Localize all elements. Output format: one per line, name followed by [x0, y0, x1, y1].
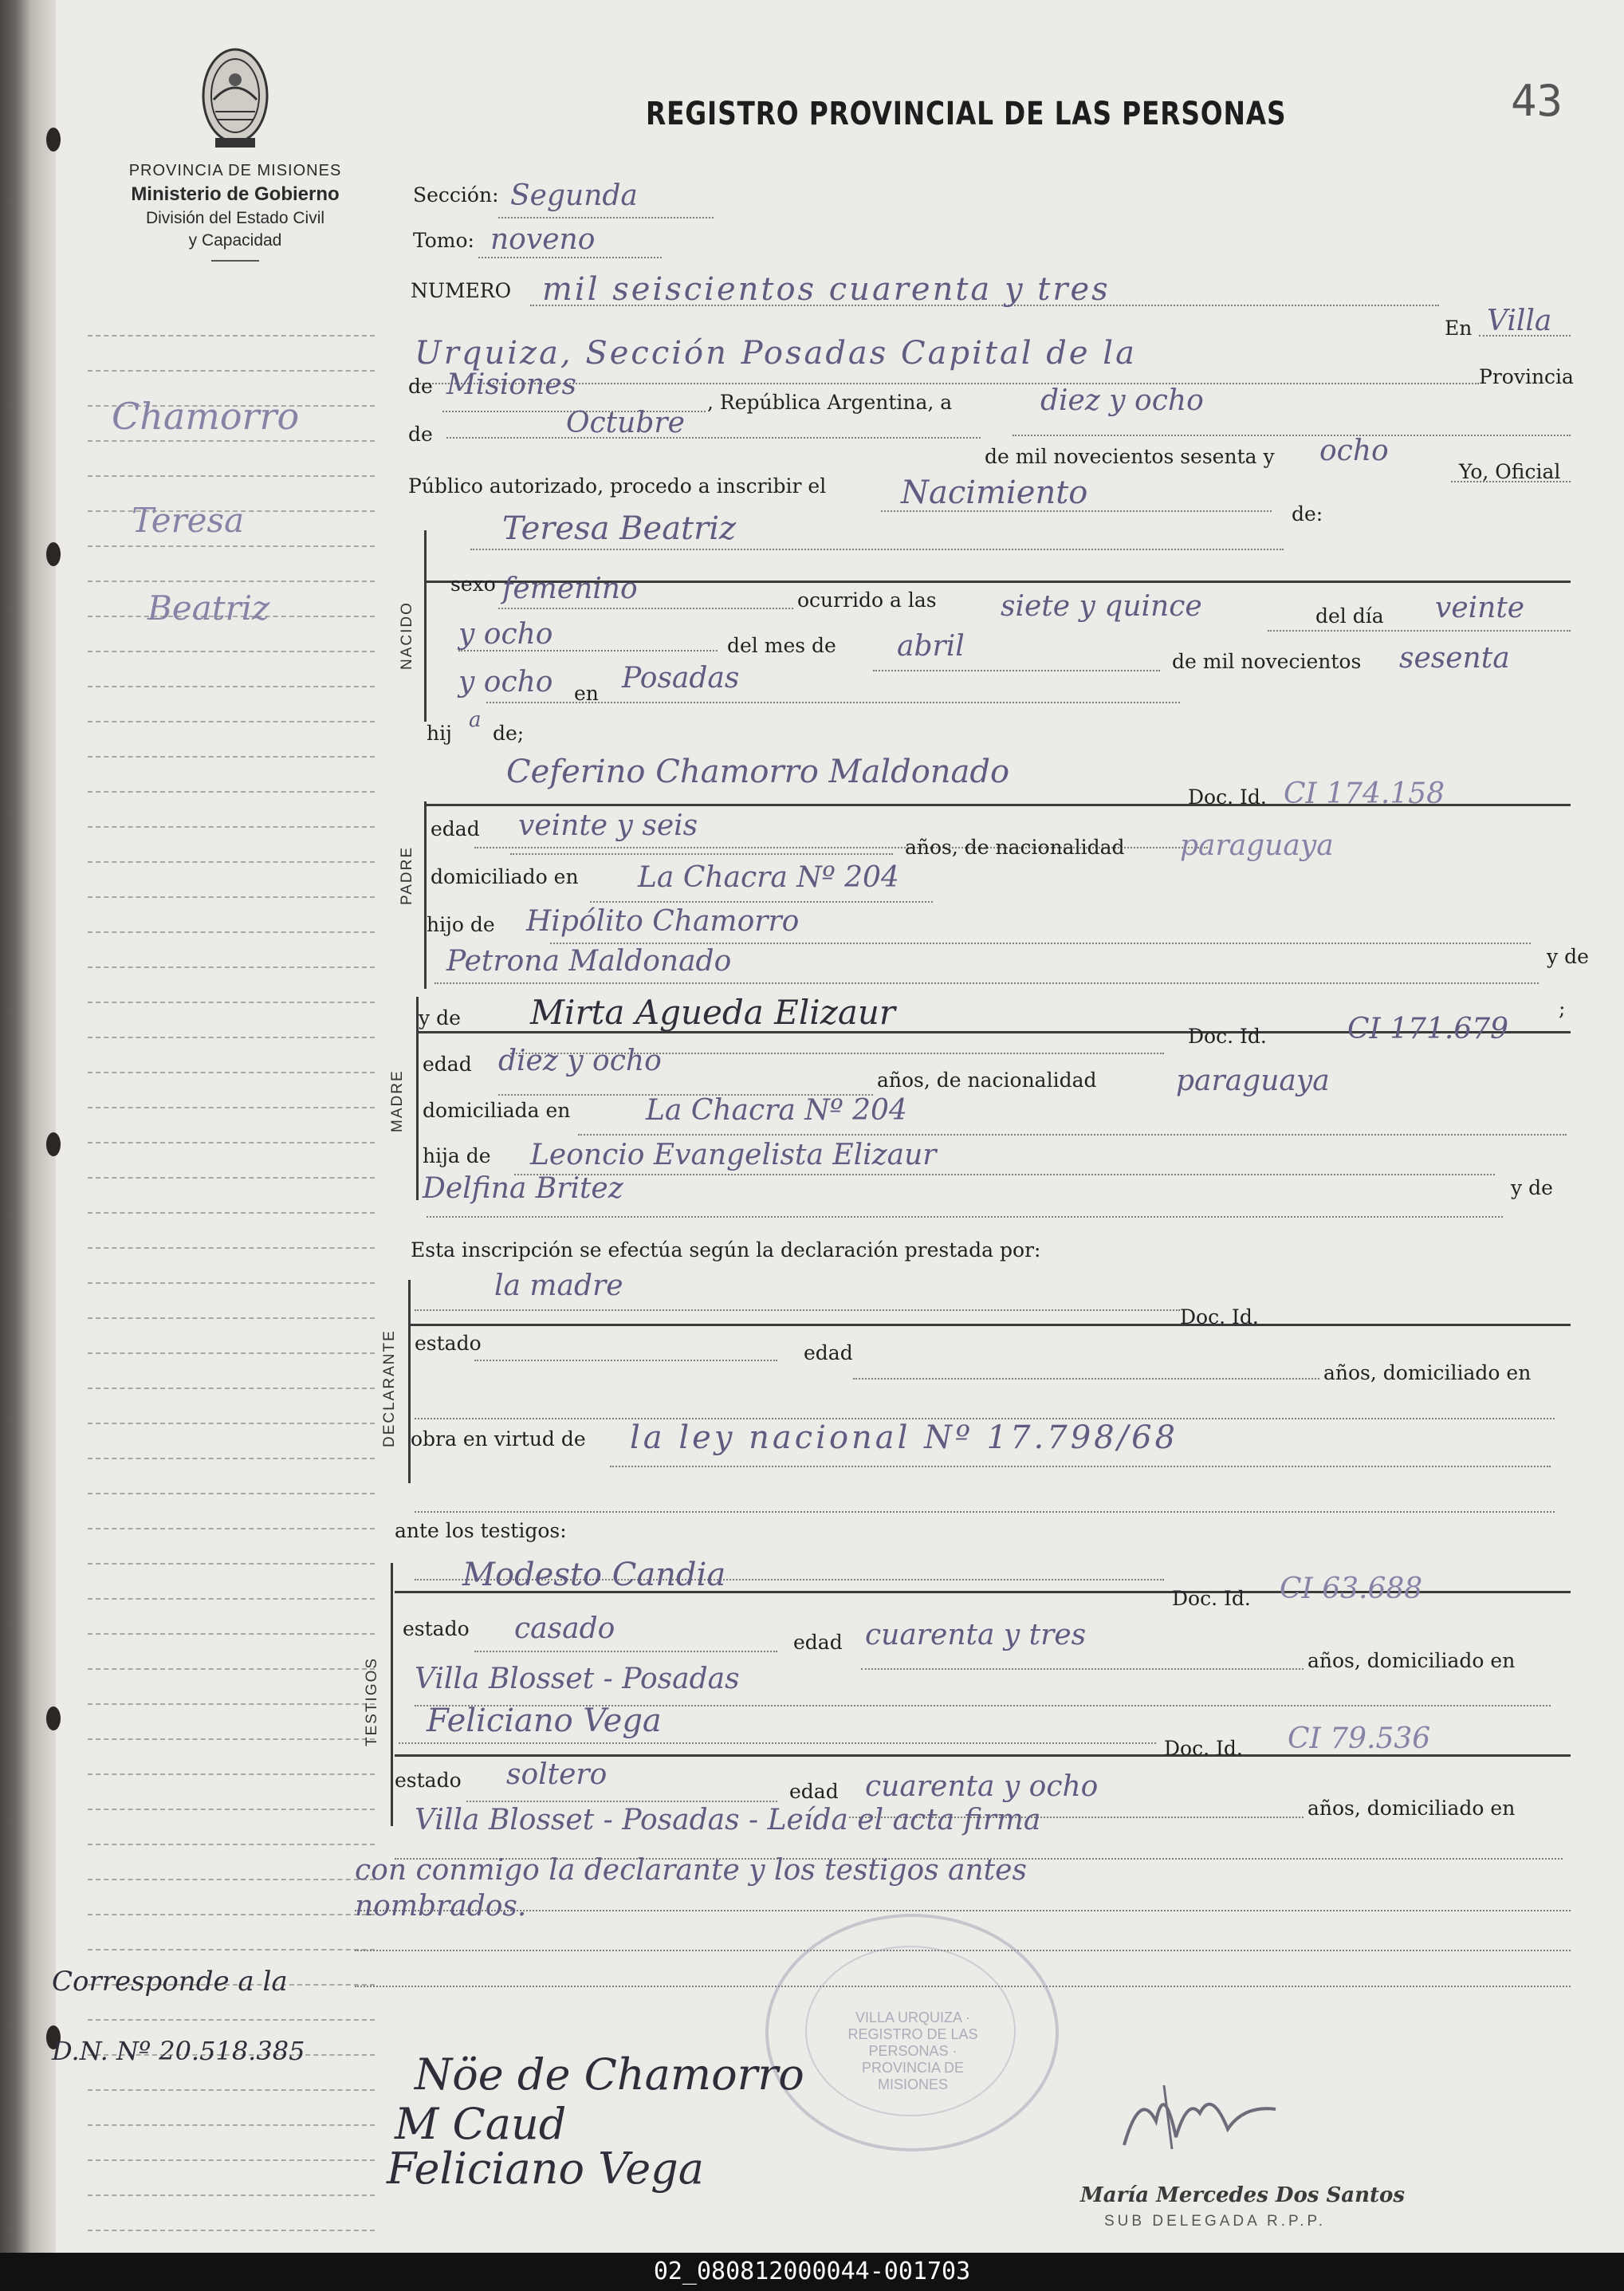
margin-rule-line — [88, 1738, 375, 1740]
label-edad-madre: edad — [423, 1053, 472, 1076]
label-estado-declarante: estado — [415, 1332, 482, 1355]
entry-padre-hijo-de-1: Hipólito Chamorro — [526, 905, 800, 938]
entry-testigo-2-edad: cuarenta y ocho — [865, 1770, 1099, 1803]
padre-bracket — [424, 801, 427, 989]
entry-tipo: Nacimiento — [901, 474, 1088, 511]
fill-line — [446, 437, 981, 439]
label-seccion: Sección: — [413, 183, 499, 207]
entry-testigo-2-doc: CI 79.536 — [1288, 1722, 1431, 1755]
margin-rule-line — [88, 1458, 375, 1459]
binding-hole — [46, 1706, 61, 1730]
fill-line — [399, 1742, 1156, 1744]
label-domiciliado-declarante: años, domiciliado en — [1323, 1361, 1532, 1384]
entry-testigo-2-domicilio-2: con conmigo la declarante y los testigos antes — [355, 1854, 1027, 1887]
document-title: REGISTRO PROVINCIAL DE LAS PERSONAS — [646, 96, 1287, 132]
margin-rule-line — [88, 861, 375, 863]
heading-divider — [211, 260, 259, 262]
entry-hora: siete y quince — [1001, 590, 1202, 623]
margin-rule-line — [88, 1177, 375, 1179]
label-obra: obra en virtud de — [411, 1427, 586, 1451]
label-de-semicolon: de; — [493, 722, 525, 745]
label-ante-testigos: ante los testigos: — [395, 1519, 567, 1542]
declarante-bracket — [408, 1280, 411, 1483]
entry-dia-2: y ocho — [458, 618, 553, 651]
margin-rule-line — [88, 1317, 375, 1319]
fill-line — [478, 257, 662, 258]
fill-line — [873, 670, 1160, 671]
label-republica: , República Argentina, a — [707, 391, 953, 414]
entry-provincia: Misiones — [446, 368, 577, 401]
fill-line — [578, 1134, 1567, 1136]
label-tomo: Tomo: — [413, 229, 474, 252]
label-doc-id-declarante: Doc. Id. — [1180, 1305, 1259, 1329]
label-de-colon: de: — [1292, 502, 1323, 526]
label-hija-de: hija de — [423, 1144, 491, 1167]
margin-rule-line — [88, 1528, 375, 1529]
margin-given-name-2: Beatriz — [147, 588, 270, 628]
label-doc-id-madre: Doc. Id. — [1188, 1025, 1267, 1048]
label-estado-testigo-2: estado — [395, 1769, 462, 1792]
margin-rule-line — [88, 896, 375, 898]
margin-rule-line — [88, 2195, 375, 2196]
fill-line — [435, 982, 1539, 984]
margin-rule-line — [88, 370, 375, 372]
fill-line — [355, 1910, 1571, 1911]
fill-line — [474, 1360, 777, 1361]
label-yo-oficial: Yo, Oficial — [1459, 460, 1561, 483]
entry-sexo: femenino — [502, 573, 638, 605]
label-de-provincia: de — [408, 375, 433, 398]
margin-rule-line — [88, 1914, 375, 1915]
label-provincia: Provincia — [1479, 365, 1574, 388]
label-doc-id-testigo-2: Doc. Id. — [1164, 1737, 1243, 1760]
entry-madre-edad: diez y ocho — [498, 1045, 662, 1077]
margin-rule-line — [88, 1563, 375, 1565]
label-sexo: sexo — [450, 573, 496, 596]
fill-line — [427, 1216, 1503, 1218]
entry-mes: abril — [897, 630, 965, 663]
page-binding — [0, 0, 56, 2253]
signature-declarante: Nöe de Chamorro — [415, 2049, 804, 2100]
officer-title: SUB DELEGADA R.P.P. — [1104, 2213, 1327, 2230]
folio-number: 43 — [1511, 76, 1563, 126]
label-edad-testigo-2: edad — [789, 1780, 839, 1803]
division-line-2: y Capacidad — [188, 231, 282, 250]
label-en: En — [1445, 317, 1473, 340]
margin-note-2: D.N. Nº 20.518.385 — [52, 2036, 305, 2066]
label-declaracion: Esta inscripción se efectúa según la declaración prestada por: — [411, 1238, 1041, 1262]
entry-madre-nacionalidad: paraguaya — [1176, 1065, 1330, 1097]
entry-declarante: la madre — [494, 1269, 623, 1302]
margin-rule-line — [88, 1773, 375, 1775]
fill-line — [474, 1651, 777, 1652]
fill-line — [1268, 630, 1571, 632]
entry-testigo-1-estado: casado — [514, 1612, 615, 1645]
nacido-bracket — [424, 530, 427, 722]
entry-madre-hija-de-2: Delfina Britez — [423, 1172, 623, 1205]
fill-line — [498, 608, 793, 609]
entry-testigo-1-edad: cuarenta y tres — [865, 1619, 1087, 1651]
entry-seccion: Segunda — [510, 179, 638, 212]
entry-padre-domicilio: La Chacra Nº 204 — [638, 861, 899, 894]
margin-rule-line — [88, 335, 375, 337]
label-mil-novecientos: de mil novecientos sesenta y — [985, 445, 1275, 468]
fill-line — [861, 1668, 1304, 1670]
fill-line — [510, 853, 893, 855]
margin-rule-line — [88, 1844, 375, 1845]
entry-madre-domicilio: La Chacra Nº 204 — [646, 1094, 907, 1127]
label-y-de-padre: y de — [1547, 945, 1589, 968]
signature-testigo-1: M Caud — [395, 2099, 567, 2149]
ministry-name: Ministerio de Gobierno — [131, 183, 340, 205]
margin-note-1: Corresponde a la — [52, 1966, 288, 1998]
margin-rule-line — [88, 2089, 375, 2091]
officer-name: María Mercedes Dos Santos — [1080, 2183, 1405, 2207]
entry-padre-doc: CI 174.158 — [1284, 777, 1445, 810]
margin-rule-line — [88, 2159, 375, 2161]
entry-testigo-2-nombre: Feliciano Vega — [427, 1703, 662, 1739]
fill-line — [466, 1801, 777, 1802]
entry-obra: la ley nacional Nº 17.798/68 — [630, 1419, 1178, 1456]
label-edad-testigo-1: edad — [793, 1631, 843, 1654]
margin-rule-line — [88, 1703, 375, 1705]
hij-suffix: a — [469, 708, 482, 732]
binding-hole — [46, 542, 61, 566]
entry-tomo: noveno — [490, 223, 596, 256]
margin-rule-line — [88, 440, 375, 442]
margin-rule-line — [88, 1072, 375, 1073]
entry-testigo-1-nombre: Modesto Candia — [462, 1557, 726, 1593]
margin-rule-line — [88, 1879, 375, 1880]
margin-rule-line — [88, 1107, 375, 1108]
margin-rule-line — [88, 1423, 375, 1424]
division-line-1: División del Estado Civil — [145, 209, 325, 227]
label-numero: NUMERO — [411, 279, 512, 302]
margin-rule-line — [88, 1668, 375, 1670]
label-edad-padre: edad — [431, 817, 480, 840]
margin-rule-line — [88, 475, 375, 477]
margin-rule-line — [88, 2019, 375, 2021]
margin-rule-line — [88, 1598, 375, 1600]
label-de-mes: de — [408, 423, 433, 446]
label-y-de-madre: y de — [419, 1006, 461, 1029]
label-doc-id-testigo-1: Doc. Id. — [1172, 1587, 1251, 1610]
entry-madre-doc: CI 171.679 — [1347, 1013, 1509, 1045]
margin-surname: Chamorro — [112, 395, 300, 438]
label-y-de-madre-2: y de — [1511, 1176, 1553, 1199]
entry-en-1: Villa — [1487, 305, 1552, 337]
entry-dia-1: veinte — [1435, 592, 1525, 624]
margin-rule-line — [88, 686, 375, 687]
label-de-mil-novecientos: de mil novecientos — [1172, 650, 1362, 673]
label-nacionalidad-madre: años, de nacionalidad — [877, 1069, 1097, 1092]
margin-rule-line — [88, 1949, 375, 1950]
label-del-dia: del día — [1315, 604, 1384, 628]
margin-rule-line — [88, 721, 375, 722]
margin-rule-line — [88, 1037, 375, 1038]
entry-padre-nacionalidad: paraguaya — [1180, 829, 1334, 862]
margin-rule-line — [88, 931, 375, 933]
entry-padre-edad: veinte y seis — [518, 809, 698, 842]
entry-anio-1: sesenta — [1399, 642, 1510, 675]
entry-fecha-anio: ocho — [1319, 435, 1389, 467]
margin-rule-line — [88, 1212, 375, 1214]
label-hijo-de: hijo de — [427, 913, 495, 936]
side-label-nacido: NACIDO — [399, 601, 415, 670]
label-estado-testigo-1: estado — [403, 1617, 470, 1640]
entry-fecha-dia: diez y ocho — [1040, 384, 1204, 417]
entry-testigo-1-doc: CI 63.688 — [1280, 1573, 1423, 1605]
side-label-declarante: DECLARANTE — [381, 1329, 398, 1447]
entry-lugar: Posadas — [622, 662, 740, 695]
label-nacionalidad-padre: años, de nacionalidad — [905, 836, 1125, 859]
label-domiciliada-madre: domiciliada en — [423, 1099, 571, 1122]
officer-signature-icon — [1108, 2073, 1292, 2161]
ministry-heading — [80, 162, 391, 262]
entry-testigo-2-domicilio-1: Villa Blosset - Posadas - Leída el acta firma — [415, 1804, 1041, 1836]
fill-line — [853, 1378, 1319, 1380]
margin-rule-line — [88, 1002, 375, 1003]
entry-testigo-2-estado: soltero — [506, 1758, 608, 1791]
margin-rule-line — [88, 1142, 375, 1144]
label-edad-declarante: edad — [804, 1341, 853, 1364]
province-name: PROVINCIA DE MISIONES — [128, 162, 342, 179]
margin-rule-line — [88, 545, 375, 547]
fill-line — [498, 217, 714, 218]
margin-rule-line — [88, 1282, 375, 1284]
margin-rule-line — [88, 1809, 375, 1810]
margin-rule-line — [88, 1493, 375, 1494]
fill-line — [415, 1309, 1180, 1311]
label-doc-id-padre: Doc. Id. — [1188, 785, 1267, 809]
margin-rule-line — [88, 1633, 375, 1635]
rule-declarante-top — [411, 1324, 1571, 1326]
binding-hole — [46, 1132, 61, 1156]
testigos-bracket — [391, 1563, 393, 1826]
margin-rule-line — [88, 791, 375, 793]
fill-line — [550, 943, 1531, 944]
entry-testigo-2-domicilio-3: nombrados. — [355, 1890, 527, 1923]
entry-madre-nombre: Mirta Agueda Elizaur — [530, 993, 896, 1032]
side-label-padre: PADRE — [399, 845, 415, 905]
fill-line — [610, 1466, 1551, 1467]
margin-rule-line — [88, 826, 375, 828]
signature-testigo-2: Feliciano Vega — [387, 2143, 704, 2194]
provincial-crest-icon — [199, 44, 271, 152]
label-del-mes: del mes de — [727, 634, 836, 657]
entry-padre-hijo-de-2: Petrona Maldonado — [446, 945, 732, 978]
entry-testigo-1-domicilio: Villa Blosset - Posadas — [415, 1663, 740, 1695]
entry-madre-hija-de-1: Leoncio Evangelista Elizaur — [530, 1139, 937, 1171]
label-publico: Público autorizado, procedo a inscribir el — [408, 474, 827, 498]
label-ocurrido: ocurrido a las — [797, 588, 937, 612]
entry-padre-nombre: Ceferino Chamorro Maldonado — [506, 754, 1010, 790]
fill-line — [470, 549, 1284, 550]
stamp-text: VILLA URQUIZA · REGISTRO DE LAS PERSONAS · PROVINCIA DE MISIONES — [847, 2010, 978, 2092]
label-semicolon: ; — [1559, 997, 1566, 1020]
margin-rule-line — [88, 1352, 375, 1354]
fill-line — [1013, 435, 1571, 436]
fill-line — [590, 901, 933, 903]
image-caption: 02_080812000044-001703 — [0, 2253, 1624, 2291]
label-hij: hij — [427, 722, 452, 745]
margin-rule-line — [88, 2230, 375, 2231]
margin-rule-line — [88, 651, 375, 652]
fill-line — [514, 1174, 1495, 1175]
entry-fecha-mes: Octubre — [566, 407, 685, 439]
margin-rule-line — [88, 1388, 375, 1389]
binding-hole — [46, 128, 61, 152]
margin-rule-line — [88, 2124, 375, 2126]
margin-rule-line — [88, 1247, 375, 1249]
label-en-lugar: en — [574, 682, 599, 705]
entry-anio-2: y ocho — [458, 666, 553, 699]
entry-nombre: Teresa Beatriz — [502, 510, 737, 547]
label-domiciliado-padre: domiciliado en — [431, 865, 579, 888]
label-domiciliado-testigo-1: años, domiciliado en — [1307, 1649, 1516, 1672]
margin-rule-line — [88, 966, 375, 968]
margin-rule-line — [88, 581, 375, 582]
side-label-testigos: TESTIGOS — [364, 1656, 380, 1746]
side-label-madre: MADRE — [389, 1069, 406, 1132]
entry-numero: mil seiscientos cuarenta y tres — [542, 271, 1111, 308]
margin-given-name-1: Teresa — [132, 501, 245, 540]
margin-rule-line — [88, 756, 375, 758]
entry-en-2: Urquiza, Sección Posadas Capital de la — [415, 335, 1137, 372]
label-domiciliado-testigo-2: años, domiciliado en — [1307, 1797, 1516, 1820]
fill-line — [415, 1511, 1555, 1513]
